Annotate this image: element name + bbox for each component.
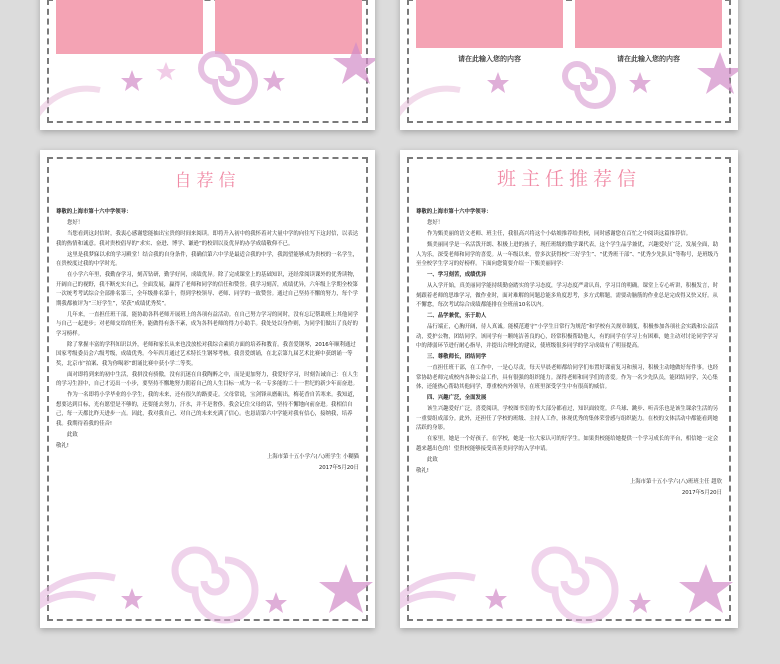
paragraph: 甄美丽同学是一名活泼开朗、积极上进的孩子，现任班级的数学课代表，这个学生品学兼优，兴趣爱好广泛，发展全面，助人为乐，深受老师和同学的喜爱。从一年级以来，曾多次获得校“三好学生”、“优秀班干部”、“优秀少先队员”等称号，是班级乃至全校学生学习的好榜样。下面向您简要介绍一下甄美丽同学： [416,242,719,267]
closing: 此致 [67,431,78,438]
paragraph: 几年来，一直担任班干部，能协助各科老师开展班上的各项有益活动。在自己努力学习的同时，没有忘记帮助班上其他同学与自己一起进步；对老师交给的任务，能做得有条不紊，成为各科老师的得力小助手。我处处以身作则，为同学们做出了良好的学习榜样。 [56,311,359,337]
paragraph: 作为一名即将小学毕业的小学生，我的未来，还有很久的路要走。父母常说，宝剑锋从磨砺出，梅花香自苦寒来。我知道，想要达到目标，光有愿望是不够的，还要能去努力，汗水，并不是奢侈。我会记住父母的话，坚持不懈地向前奋进。我相信自己，每一天都比昨天进步一点。因此，我对我自己、对自己的未来充满了信心。也恳请第六中学能对我有信心，接纳我，培养我。我期待着我的佳音! [56,392,359,427]
paragraph: 面对即将到来的初中生活，我拼没有骄傲，没有沉迷在自我陶醉之中，而是更加努力，我爱好学习，时刻告诫自己：在人生的学习生涯中，自己才迈出一小步，要坚持不懈地努力朝着自己的人生目标一成为一名一专多能的二十一世纪的新少年而奋进。 [56,371,359,387]
letter-body [416,208,722,500]
letter-title: 班主任推荐信 [496,168,641,190]
signature: 上海市第十五小学六(八)班学生 小糊猫 [266,453,359,460]
self-recommendation-card [40,150,375,628]
teacher-recommendation-card [400,150,738,628]
signature: 上海市第十五小学六(八)班班主任 趙欣 [629,478,722,485]
salutation: 尊敬的上海市第十六中学领导： [416,209,492,215]
photo-caption-2: 请在此输入您的内容 [617,55,680,63]
decorative-swirl-stars [400,0,738,130]
section-text: 该生兴趣爱好广泛，喜爱阅读，学校图书室的书大部分都看过，知识面较宽。乒乓球、跳步、听音乐也是该生课余生活的另一重要组成部分。此外，还担任了学校的班级、主持人工作，体现优秀的集体荣誉感与组织能力。在校的文体活动中都能看到她活跃的身影。 [416,406,719,431]
letter-title: 自荐信 [174,171,241,191]
letter-body [56,208,359,475]
paragraph: 在小学六年里，我勤奋学习，刻苦钻研，勤学好问，成绩优异。除了完成课堂上的基础知识，还经常阅读课外的优秀读物，开阔自己的视野，我不断充实自己，全面发展，赢得了老师和同学的信任和赞誉。我学习刻苦，成绩优异，六年级上学期全校第一次统考考试综合全部排名第三，全年级排名第十，得到学校领导、老师、同学的一致赞誉。通过自己坚持不懈的努力，每个学期我都被评为“三好学生”，荣获“成绩优秀奖”。 [56,272,359,307]
top-left-card [40,0,375,130]
greeting: 您好！ [427,220,444,226]
section-heading: 二、品学兼优，乐于助人 [427,313,487,319]
section-heading: 三、尊敬师长，团结同学 [427,354,487,360]
closing: 此致 [427,456,438,463]
top-right-card [400,0,738,130]
salutation: 尊敬的上海市第十六中学领导： [56,209,132,215]
section-heading: 四、兴趣广泛，全面发展 [427,395,487,401]
section-text: 一直担任班干部，在工作中，一是心尽责，每天早晨老师都给同学们布置好课前复习和预习，积极主动地做好每件事。也经常协助老师完成校内各种公益工作，具有很强的组织能力。深得老师和同学们的喜爱。作为一名少先队员，能团结同学，关心集体，还能热心帮助其他同学，尊重校内外领导，在班里深受学生中有很高的威信。 [416,365,719,390]
section-text: 品行端正，心胸开阔，待人真诚。能模范遵守“小学生日常行为规范”和学校有关规章制度，积极参加各项社会实践和公益活动，爱护公物，团结同学。该同学有一颗纯洁善良的心，经常积极帮助他人，有的同学在学习上有困难，她主动对讨论同学学习中的薄弱环节进行耐心指导，并提出合理化的建议，使班级很多同学的学习成绩有了明显提高。 [416,324,719,349]
photo-caption-1: 请在此输入您的内容 [458,55,521,63]
paragraph: 作为甄美丽的语文老师、班主任，我很高兴将这个小姑娘推荐给贵校，同时感谢您在百忙之中阅读这篇推荐信。 [427,231,692,237]
paragraph: 除了掌握丰富的学科知识以外，老师和家长从来也没放松对我综合素质方面的培养和教育。我喜爱钢琴，2016年顺利通过国家考级委员会六级考级，成绩优秀。今年四月通过艺术特长生钢琴考核。我喜爱朗诵，在北京第九届艺术比赛中获朗诵一等奖，北京市“拍案、我为你喝彩”朗诵比赛中获小学二等奖。 [56,341,356,367]
paragraph: 在家里，她是一个好孩子。在学校，她是一位大家认可的好学生。如果贵校能给她提供一个学习成长的平台，相信她一定会越来越出色的！望贵校能够接受真善美同学的入学申请。 [416,436,719,452]
section-heading: 一、学习刻苦，成绩优异 [427,272,487,278]
decorative-swirl-stars [40,0,375,130]
salute: 敬礼! [56,442,69,449]
greeting: 您好！ [67,220,84,226]
letter-date: 2017年5月20日 [318,464,359,471]
paragraph: 这里是我梦寐以求的学习殿堂！结合我的自身条件，我确信第六中学是最适合我的中学，我渴望能够成为贵校的一名学生，在贵校度过我的中学时光。 [56,251,359,267]
section-text: 从入学开始，真美丽同学能持续勤奋踏实的学习态度，学习态度严肃认真，学习目的明确。课堂上专心听讲，积极发言，时刻跟着老师的思维学习，做作业时，面对难解的问题总能多角度思考，多方式解题，需要动脑筋的作业总是完成得又快又好。从不懈怠，每次考试综合成绩都能排在全班前10名以内。 [416,283,719,308]
paragraph: 当您看到这封信时，我衷心感谢您能抽出宝贵的时间来阅读。即将升入初中的我怀着对大量中学的向往写下这封信，以表达我的热情和诚意。我对贵校倡导的“求实、奋进、博学、谦逊”的校训以及优异的办学成绩敬仰不已。 [56,231,359,247]
letter-date: 2017年5月20日 [681,489,722,496]
salute: 敬礼! [416,467,429,474]
